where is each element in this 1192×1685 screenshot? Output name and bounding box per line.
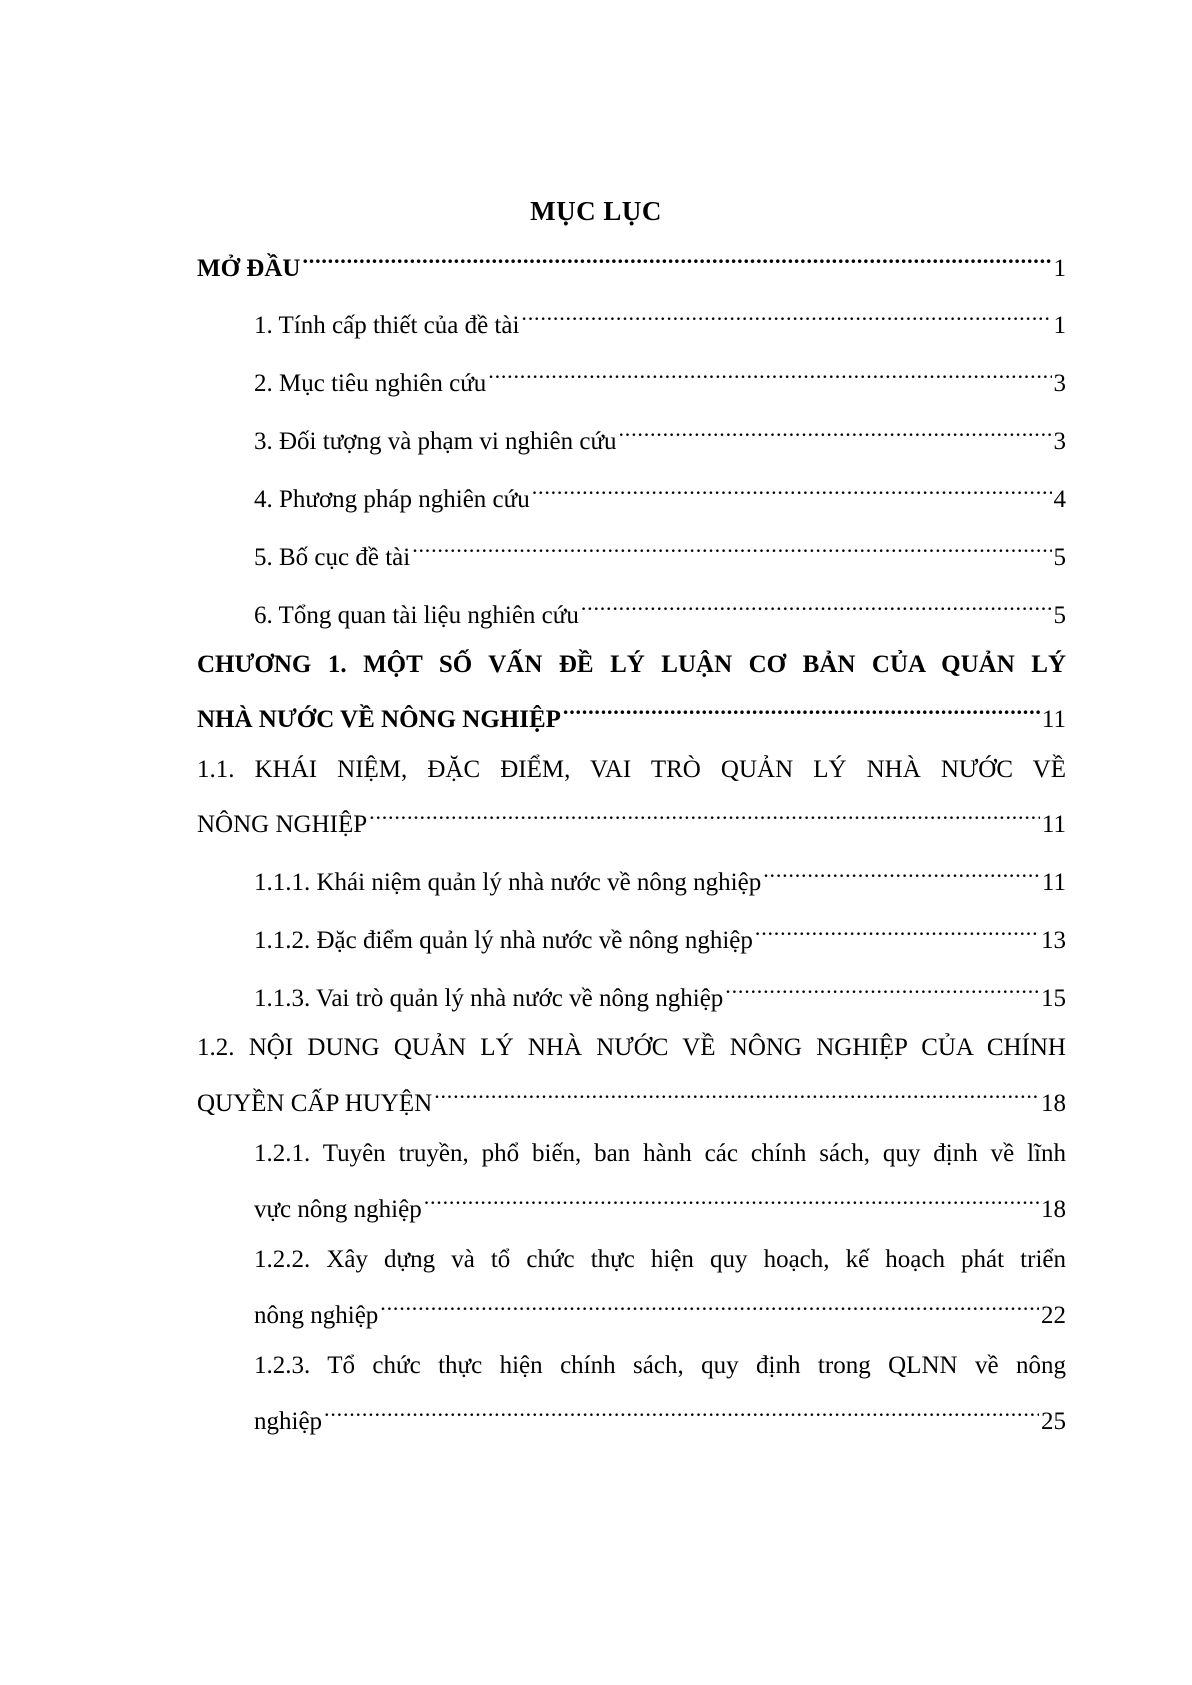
toc-entry-page: 22 [1041,1302,1066,1329]
toc-entry-page: 5 [1053,544,1066,571]
toc-entry-title: 1.2.1. Tuyên truyền, phổ biến, ban hành các chính sách, quy định về lĩnh [254,1140,1066,1167]
dot-leader [380,1293,1039,1323]
toc-entry [197,802,1066,840]
toc-entry-title-cont: vực nông nghiệp [254,1196,422,1223]
toc-entry-page: 18 [1041,1196,1066,1223]
dot-leader [369,802,1040,832]
dot-leader [424,1187,1039,1217]
toc-entry-title: 3. Đối tượng và phạm vi nghiên cứu [254,428,617,455]
toc-entry-line1 [254,1351,1066,1381]
toc-entry [254,1293,1066,1331]
dot-leader [412,535,1051,565]
toc-entry [254,1187,1066,1225]
toc-entry-title: 2. Mục tiêu nghiên cứu [254,370,487,397]
dot-leader [302,246,1051,276]
toc-entry-page: 11 [1041,811,1066,838]
toc-entry [254,477,1066,515]
toc-entry-line1 [197,650,1066,680]
toc-entry-title: 4. Phương pháp nghiên cứu [254,486,530,513]
dot-leader [324,1399,1039,1429]
toc-entry-title-cont: nghiệp [254,1408,323,1435]
toc-entry [254,1399,1066,1437]
toc-entry-title: 1.2.3. Tổ chức thực hiện chính sách, quy định trong QLNN về nông [254,1352,1066,1379]
toc-entry-title: 6. Tổng quan tài liệu nghiên cứu [254,602,579,629]
toc-entry-title-cont: NHÀ NƯỚC VỀ NÔNG NGHIỆP [197,706,561,733]
toc-entry-page: 11 [1041,706,1066,733]
toc-entry-title-cont: QUYỀN CẤP HUYỆN [197,1090,433,1117]
toc-entry-title: 1. Tính cấp thiết của đề tài [254,312,520,339]
toc-entry-title: 1.1.2. Đặc điểm quản lý nhà nước về nông nghiệp [254,927,753,954]
toc-entry [254,593,1066,631]
dot-leader [563,697,1040,727]
toc-entry-title: 1.2. NỘI DUNG QUẢN LÝ NHÀ NƯỚC VỀ NÔNG NGHIỆP CỦA CHÍNH [197,1034,1066,1061]
toc-entry-page: 13 [1041,927,1066,954]
toc-entry-page: 5 [1053,602,1066,629]
toc-entry-page: 11 [1041,869,1066,896]
toc-entry-title: 1.2.2. Xây dựng và tổ chức thực hiện quy hoạch, kế hoạch phát triển [254,1246,1066,1273]
toc-entry-line1 [197,1033,1066,1063]
toc-entry [254,976,1066,1014]
dot-leader [521,303,1051,333]
toc-entry [197,697,1066,735]
page-title: MỤC LỤC [530,196,662,226]
toc-entry-title: MỞ ĐẦU [197,255,301,282]
toc-entry [254,918,1066,956]
dot-leader [434,1081,1039,1111]
toc-entry [197,1081,1066,1119]
toc-entry-title: CHƯƠNG 1. MỘT SỐ VẤN ĐỀ LÝ LUẬN CƠ BẢN CỦA QUẢN LÝ [197,651,1066,678]
toc-entry-page: 18 [1041,1090,1066,1117]
toc-entry-line1 [197,755,1066,785]
toc-entry-page: 15 [1041,985,1066,1012]
toc-entry-page: 1 [1053,312,1066,339]
dot-leader [763,860,1040,890]
toc-entry [197,246,1066,284]
toc-entry-title: 1.1. KHÁI NIỆM, ĐẶC ĐIỂM, VAI TRÒ QUẢN LÝ NHÀ NƯỚC VỀ [197,756,1066,783]
toc-entry-page: 4 [1053,486,1066,513]
toc-entry-line1 [254,1139,1066,1169]
dot-leader [532,477,1052,507]
toc-entry-title: 1.1.3. Vai trò quản lý nhà nước về nông nghiệp [254,985,724,1012]
toc-entry-page: 3 [1053,428,1066,455]
toc-entry [254,419,1066,457]
toc-entry-line1 [254,1245,1066,1275]
dot-leader [755,918,1039,948]
toc-entry [254,361,1066,399]
dot-leader [725,976,1039,1006]
toc-entry-title: 1.1.1. Khái niệm quản lý nhà nước về nông nghiệp [254,869,762,896]
toc-entry-page: 1 [1053,255,1066,282]
toc-entry-page: 3 [1053,370,1066,397]
toc-entry-title-cont: nông nghiệp [254,1302,379,1329]
toc-entry [254,860,1066,898]
dot-leader [488,361,1051,391]
toc-entry-page: 25 [1041,1408,1066,1435]
dot-leader [581,593,1052,623]
toc-entry [254,535,1066,573]
toc-entry-title: 5. Bố cục đề tài [254,544,411,571]
dot-leader [619,419,1052,449]
toc-entry-title-cont: NÔNG NGHIỆP [197,811,368,838]
toc-entry [254,303,1066,341]
